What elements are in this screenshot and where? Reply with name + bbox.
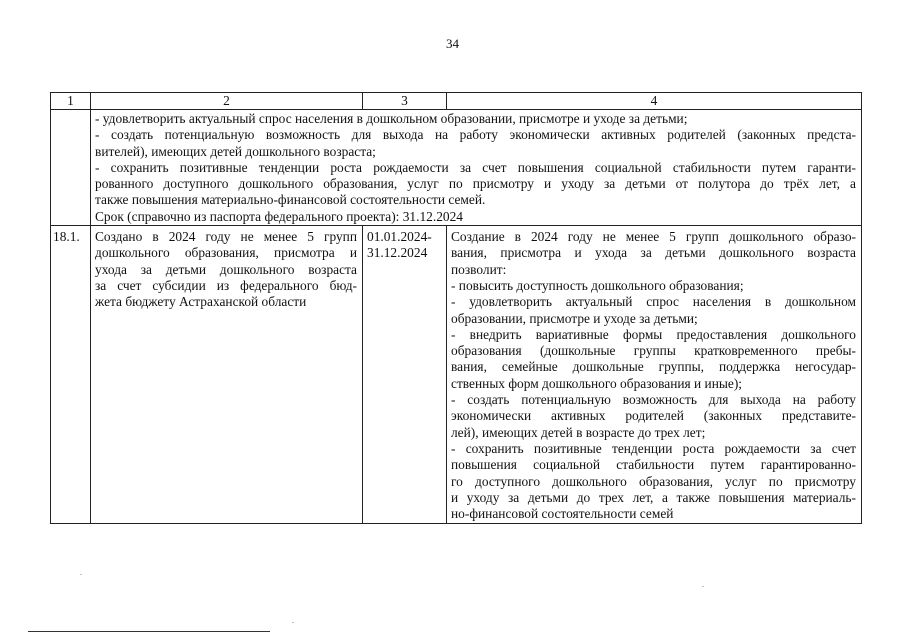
effect-line: - сохранить позитивные тенденции роста рождаемости за счет — [451, 440, 856, 456]
effect-line: - удовлетворить актуальный спрос населения в дошкольном — [451, 294, 856, 310]
header-col-3: 3 — [363, 93, 447, 110]
effect-line: и уходу за детьми до трех лет, а также повышения материаль- — [451, 489, 856, 505]
footnote-separator-line — [28, 631, 270, 632]
period-end: 31.12.2024 — [367, 245, 428, 261]
table-row — [51, 226, 862, 524]
continuation-text-cell — [91, 110, 862, 226]
scan-speck — [702, 586, 704, 587]
result-line: за счет субсидии из федерального бюд- — [95, 277, 357, 293]
header-col-2: 2 — [91, 93, 363, 110]
continuation-line: рованного доступного дошкольного образования, услуг по присмотру и уходу за детьми от полутора до трёх лет, а — [95, 176, 856, 192]
effect-line: экономически активных родителей (законных представите- — [451, 408, 856, 424]
continuation-line: вителей), имеющих детей дошкольного возраста; — [95, 143, 376, 159]
continuation-line: также повышения материально-финансовой состоятельности семей. — [95, 192, 486, 208]
result-cell — [91, 226, 363, 524]
effect-line: вания, присмотра и ухода за детьми дошкольного возраста — [451, 245, 856, 261]
effect-line: но-финансовой состоятельности семей — [451, 506, 674, 522]
effect-line: образовании, присмотре и уходе за детьми; — [451, 310, 698, 326]
scan-speck — [80, 574, 82, 575]
document-table — [50, 92, 862, 524]
effect-line: го доступного дошкольного образования, услуг по присмотру — [451, 473, 856, 489]
continuation-empty-cell — [51, 110, 91, 226]
effect-line: повышения социальной стабильности путем гарантированно- — [451, 457, 856, 473]
result-line: ухода за детьми дошкольного возраста — [95, 261, 357, 277]
effect-line: - создать потенциальную возможность для выхода на работу — [451, 392, 856, 408]
continuation-line: - сохранить позитивные тенденции роста рождаемости за счет повышения социальной стабильности путем гаранти- — [95, 159, 856, 175]
effect-line: ственных форм дошкольного образования и иные); — [451, 375, 743, 391]
result-line: жета бюджету Астраханской области — [95, 294, 307, 310]
scan-speck — [292, 622, 294, 623]
header-col-4: 4 — [447, 93, 862, 110]
result-line: Создано в 2024 году не менее 5 групп — [95, 229, 357, 245]
continuation-row — [51, 110, 862, 226]
effect-cell — [447, 226, 862, 524]
effect-line: вания, семейные дошкольные группы, поддержка негосудар- — [451, 359, 856, 375]
result-line: дошкольного образования, присмотра и — [95, 245, 357, 261]
effect-line: позволит: — [451, 261, 507, 277]
header-col-1: 1 — [51, 93, 91, 110]
effect-line: - повысить доступность дошкольного образования; — [451, 277, 744, 293]
deadline-line: Срок (справочно из паспорта федерального проекта): 31.12.2024 — [95, 208, 463, 224]
table-header-row — [51, 93, 862, 110]
period-start: 01.01.2024- — [367, 229, 432, 245]
effect-line: образования (дошкольные группы кратковременного пребы- — [451, 343, 856, 359]
page-number: 34 — [446, 36, 459, 51]
effect-line: Создание в 2024 году не менее 5 групп дошкольного образо- — [451, 229, 856, 245]
continuation-line: - удовлетворить актуальный спрос населения в дошкольном образовании, присмотре и уходе за детьми; — [95, 111, 688, 126]
effect-line: лей), имеющих детей в возрасте до трех лет; — [451, 424, 706, 440]
row-number: 18.1. — [51, 226, 91, 524]
continuation-line: - создать потенциальную возможность для выхода на работу экономически активных родителей (законных предста- — [95, 127, 856, 143]
effect-line: - внедрить вариативные формы предоставления дошкольного — [451, 326, 856, 342]
period-cell — [363, 226, 447, 524]
